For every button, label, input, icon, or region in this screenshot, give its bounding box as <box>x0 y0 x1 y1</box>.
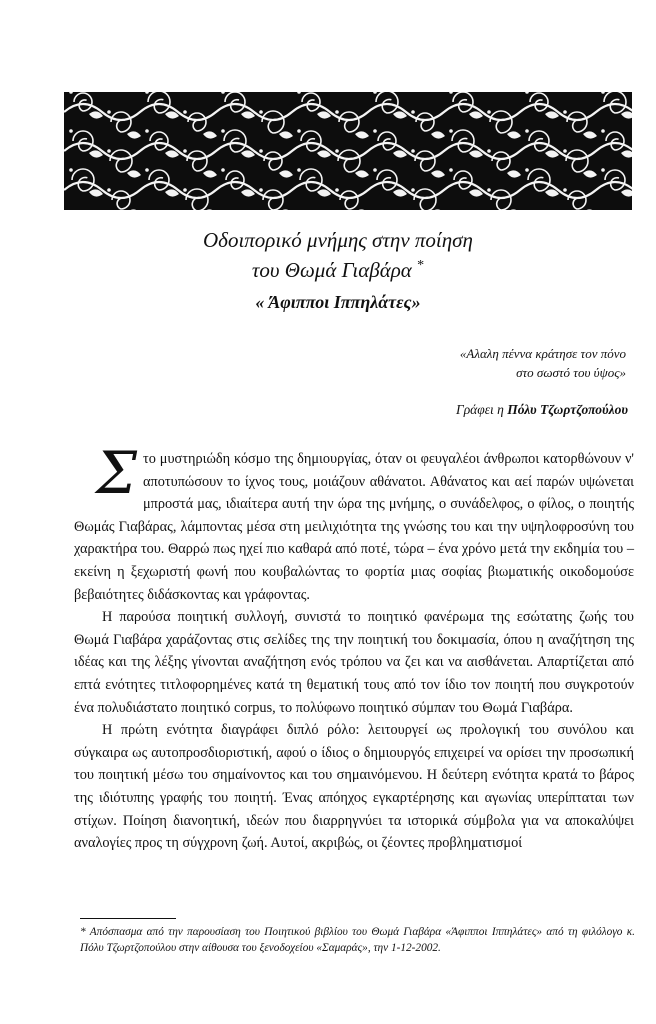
ornament-scroll <box>563 110 567 114</box>
ornament-scroll <box>507 209 521 210</box>
ornament-scroll <box>264 152 282 170</box>
byline-prefix: Γράφει η <box>456 402 504 417</box>
ornament-scroll <box>378 132 396 150</box>
ornament-scroll <box>262 111 284 133</box>
ornament-scroll <box>431 170 445 177</box>
ornament-scroll <box>224 130 246 152</box>
ornament-scroll <box>453 92 473 112</box>
ornament-scroll <box>487 149 491 153</box>
ornament-scroll <box>127 209 141 210</box>
ornament-scroll <box>566 150 588 172</box>
footnote: * Απόσπασμα από την παρουσίαση του Ποιητικού βιβλίου του Θωμά Γιαβάρα «Άφιπποι Ιππηλάτες» από τη φιλόλογο κ. Πόλυ Τζωρτζοπούλου στην αίθουσα του ξενοδοχείου «Σαμαράς», την 1-12-2002. <box>80 926 635 954</box>
footnote-divider <box>80 918 176 919</box>
ornament-scroll <box>621 150 632 157</box>
ornament-scroll <box>279 170 293 177</box>
ornament-scroll <box>449 168 453 172</box>
ornament-scroll <box>414 189 436 210</box>
ornament-scroll <box>338 150 360 172</box>
ornament-scroll <box>373 129 377 133</box>
ornament-scroll <box>259 188 263 192</box>
ornament-scroll <box>492 152 510 170</box>
ornament-scroll <box>64 182 632 198</box>
ornament-scroll <box>416 113 434 131</box>
ornament-scroll <box>601 129 605 133</box>
ornament-scroll <box>226 171 244 189</box>
ornament-scroll <box>301 131 321 151</box>
ornament-scroll <box>221 129 225 133</box>
ornament-scroll <box>355 131 369 138</box>
ornament-scroll <box>203 209 217 210</box>
ornament-scroll <box>583 131 597 138</box>
ornament-scroll <box>297 129 301 133</box>
ornament-scroll <box>563 149 567 153</box>
ornament-scroll <box>487 188 491 192</box>
ornament-scroll <box>621 189 632 196</box>
ornament-scroll <box>529 131 549 151</box>
ornament-scroll <box>111 112 131 132</box>
ornament-scroll <box>127 170 141 177</box>
ornament-scroll <box>411 188 415 192</box>
article-body <box>74 439 634 855</box>
byline-author: Πόλυ Τζωρτζοπούλου <box>507 402 628 417</box>
ornament-scroll <box>72 169 94 191</box>
ornament-scroll <box>263 190 283 210</box>
ornament-scroll <box>339 112 359 132</box>
ornament-scroll <box>415 151 435 171</box>
footnote-marker: * <box>417 258 425 273</box>
ornament-scroll <box>491 190 511 210</box>
ornament-scroll <box>454 171 472 189</box>
ornament-scroll <box>563 188 567 192</box>
ornament-scroll <box>221 92 225 94</box>
ornament-scroll <box>203 131 217 138</box>
ornament-scroll <box>74 93 92 111</box>
ornament-scroll <box>183 110 187 114</box>
article-title-line-2 <box>0 252 656 284</box>
ornament-scroll <box>601 168 605 172</box>
ornament-scroll <box>150 132 168 150</box>
ornament-scroll <box>149 170 169 190</box>
ornament-scroll <box>300 169 322 191</box>
ornament-scroll <box>335 110 339 114</box>
ornament-scroll <box>452 130 474 152</box>
paragraph-1-text: το μυστηριώδη κόσμο της δημιουργίας, όταν οι φευγαλέοι άνθρωποι κατορθώνουν ν' αποτυπώσουν το ίχνος τους, μοιάζουν αθάνατοι. Αθάνατος και αεί παρών υψώνεται μπροστά μας, ιδιαίτερα αυτή την ώρα της μνήμης, ο συνάδελφος, ο φίλος, ο ποιητής Θωμάς Γιαβάρας, λάμποντας μέσα στη μειλιχιότητα της γνώσης του και την υψηλοφροσύνη του χαρακτήρα του. Θαρρώ πως ηχεί πιο καθαρά από ποτέ, τώρα – ένα χρόνο μετά την εκδημία του – εκείνη η ξεχωριστή φωνή που κουβαλώντας το φορτία μιας σοφίας βιωματικής οικοδομούσε βεβαιότητες διδάσκοντας και γράφοντας. <box>74 451 634 603</box>
ornament-scroll <box>340 191 358 209</box>
ornament-scroll <box>525 92 529 94</box>
ornament-scroll <box>148 92 170 113</box>
ornament-scroll <box>73 131 93 151</box>
ornament-scroll <box>605 170 625 190</box>
ornament-scroll <box>525 129 529 133</box>
ornament-scroll <box>145 129 149 133</box>
article-title-text: του Θωμά Γιαβάρα <box>251 258 412 282</box>
ornament-scroll <box>373 92 377 94</box>
ornament-scroll <box>411 110 415 114</box>
ornament-scroll <box>490 111 512 133</box>
ornament-scroll <box>567 112 587 132</box>
ornament-scroll <box>110 150 132 172</box>
paragraph-2: Η παρούσα ποιητική συλλογή, συνιστά το ποιητικό φανέρωμα της εσώτατης ζωής του Θωμά Γιαβάρα χαράζοντας στις σελίδες της την ποιητική του δοκιμασία, όπου η αναζήτηση της ιδέας και της λέξης γίνονται αναζήτηση ενός τρόπου να ζει και να αισθάνεται. Απαρτίζεται από επτά ενότητες τιτλοφορημένες κατά τη θεματική τους από τον ίδιο τον ποιητή που συγκροτούν ένα πολυδιάστατο ποιητικό corpus, το πολύφωνο ποιητικό σύμπαν του Θωμά Γιαβάρα. <box>74 609 634 716</box>
ornament-scroll <box>188 113 206 131</box>
ornament-scroll <box>411 149 415 153</box>
ornament-scroll <box>530 93 548 111</box>
ornament-scroll <box>221 168 225 172</box>
ornament-scroll <box>145 168 149 172</box>
ornament-scroll <box>279 209 293 210</box>
ornament-scroll <box>568 191 586 209</box>
epigraph <box>460 344 626 382</box>
ornament-scroll <box>183 149 187 153</box>
ornament-scroll <box>621 111 632 118</box>
ornament-scroll <box>297 168 301 172</box>
arabesque-ornament <box>64 92 632 210</box>
ornament-scroll <box>583 170 597 177</box>
ornament-scroll <box>64 143 632 159</box>
ornament-scroll <box>449 92 453 94</box>
ornament-scroll <box>431 131 445 138</box>
ornament-scroll <box>302 93 320 111</box>
paragraph-1 <box>74 439 634 606</box>
ornament-scroll <box>107 149 111 153</box>
ornament-scroll <box>203 170 217 177</box>
ornament-scroll <box>107 110 111 114</box>
epigraph-line-2: στο σωστό του ύψος» <box>516 365 626 380</box>
ornament-scroll <box>606 132 624 150</box>
ornament-scroll <box>225 92 245 112</box>
ornament-scroll <box>528 169 550 191</box>
ornament-scroll <box>279 131 293 138</box>
ornament-scroll <box>69 92 73 94</box>
ornament-scroll <box>335 149 339 153</box>
ornament-scroll <box>507 170 521 177</box>
ornament-scroll <box>69 168 73 172</box>
ornament-scroll <box>507 131 521 138</box>
ornament-scroll <box>127 131 141 138</box>
ornament-scroll <box>525 168 529 172</box>
ornament-scroll <box>373 168 377 172</box>
ornament-scroll <box>431 209 445 210</box>
ornament-scroll <box>601 92 605 94</box>
decorative-arabesque-banner <box>64 92 632 210</box>
ornament-scroll <box>107 188 111 192</box>
ornament-scroll <box>145 92 149 94</box>
ornament-scroll <box>69 129 73 133</box>
ornament-scroll <box>604 92 626 113</box>
paragraph-3: Η πρώτη ενότητα διαγράφει διπλό ρόλο: λειτουργεί ως προλογική του συνόλου και σύγκαιρα ως αυτοπροσδιοριστική, αφού ο ίδιος ο δημιουργός επιχειρεί να ορίσει την προσωπική του ποιητική μέσω του σημαίνοντος και του σημαινόμενου. Η δεύτερη ενότητα κρατά το βάρος της ιδιότυπης γραφής του ποιητή. Ένας απόηχος εγκαρτέρησης και αγωνίας υπερίπταται των στίχων. Ποίηση διανοητική, ιδεών που διαρρηγνύει τα ιστορικά σύμβολα για να αποκαλύψει αναλογίες προς τη σύγχρονη ζωή. Αυτοί, ακριβώς, οι ζέοντες προβληματισμοί <box>74 722 634 852</box>
ornament-scroll <box>186 189 208 210</box>
article-title-line-1: Οδοιπορικό μνήμης στην ποίηση <box>203 228 473 252</box>
ornament-scroll <box>183 188 187 192</box>
ornament-scroll <box>355 170 369 177</box>
drop-cap: Σ <box>96 439 138 507</box>
ornament-scroll <box>335 188 339 192</box>
ornament-scroll <box>377 170 397 190</box>
ornament-scroll <box>112 191 130 209</box>
book-title: « Άφιπποι Ιππηλάτες» <box>255 292 421 312</box>
ornament-scroll <box>487 110 491 114</box>
ornament-scroll <box>355 209 369 210</box>
byline <box>456 402 628 418</box>
ornament-scroll <box>259 149 263 153</box>
ornament-scroll <box>187 151 207 171</box>
ornament-scroll <box>376 92 398 113</box>
ornament-scroll <box>583 209 597 210</box>
ornament-scroll <box>259 110 263 114</box>
epigraph-line-1: «Αλαλη πέννα κράτησε τον πόνο <box>459 346 626 361</box>
ornament-scroll <box>297 92 301 94</box>
ornament-scroll <box>449 129 453 133</box>
